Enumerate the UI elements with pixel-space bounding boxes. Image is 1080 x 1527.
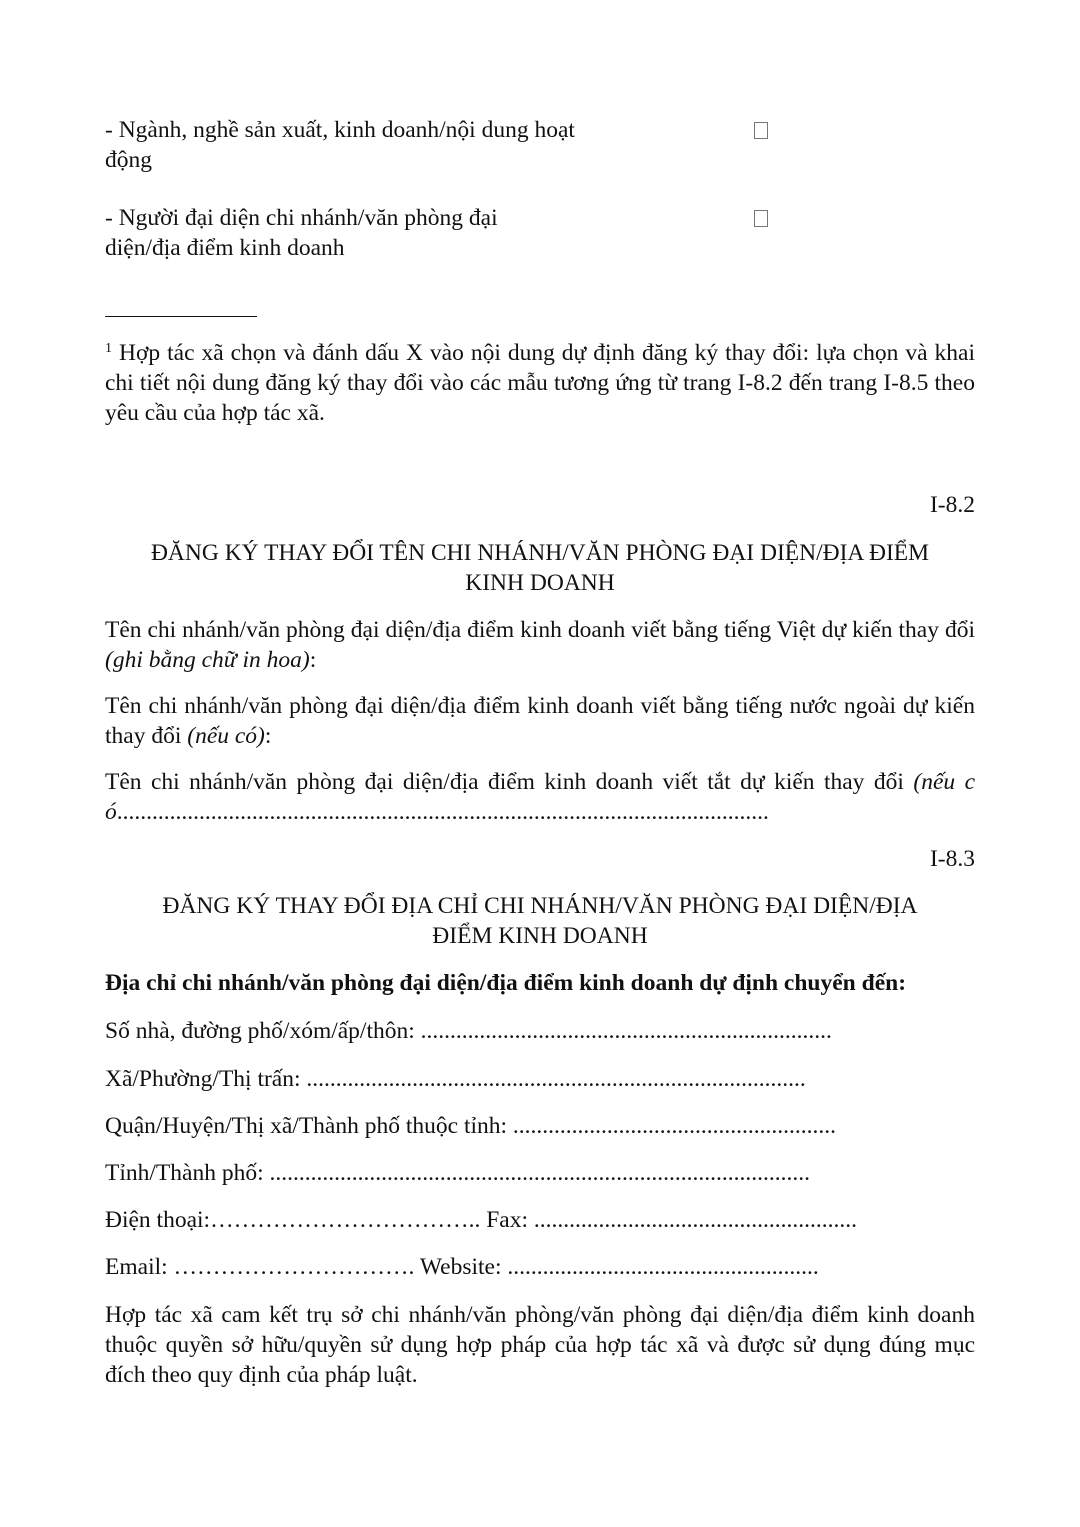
section-83-title-line2: ĐIỂM KINH DOANH — [432, 923, 648, 949]
name-foreign-colon: : — [264, 723, 272, 749]
name-abbreviation-note: (nếu có — [105, 769, 976, 825]
footnote-separator — [105, 316, 257, 317]
section-83-title — [105, 891, 975, 951]
street-field: Số nhà, đường phố/xóm/ấp/thôn: ...................................................................... — [105, 1018, 832, 1044]
name-foreign-label: Tên chi nhánh/văn phòng đại diện/địa điểm kinh doanh viết bằng tiếng nước ngoài dự kiến thay đổi — [105, 693, 975, 749]
commitment-paragraph: Hợp tác xã cam kết trụ sở chi nhánh/văn phòng/văn phòng đại diện/địa điểm kinh doanh thuộc quyền sở hữu/quyền sử dụng hợp pháp của hợp tác xã và được sử dụng đúng mục đích theo quy định của pháp luật. — [105, 1302, 975, 1388]
name-vietnamese-colon: : — [309, 647, 317, 673]
section-82-title — [105, 538, 975, 598]
section-82-title-line1: ĐĂNG KÝ THAY ĐỔI TÊN CHI NHÁNH/VĂN PHÒNG ĐẠI DIỆN/ĐỊA ĐIỂM — [150, 540, 930, 566]
name-vietnamese-label: Tên chi nhánh/văn phòng đại diện/địa điểm kinh doanh viết bằng tiếng Việt dự kiến thay đổi — [105, 617, 975, 643]
section-code-i-8-3: I-8.3 — [929, 846, 975, 872]
checklist-item-2-line2: diện/địa điểm kinh doanh — [105, 235, 345, 261]
ward-field: Xã/Phường/Thị trấn: ..................................................................................... — [105, 1066, 806, 1092]
checkbox-representative[interactable] — [754, 210, 768, 227]
name-abbreviation-dots: ............................................................................................................... — [116, 799, 769, 825]
section-code-i-8-2: I-8.2 — [929, 492, 975, 518]
name-vietnamese-paragraph — [105, 615, 975, 675]
new-address-heading: Địa chỉ chi nhánh/văn phòng đại diện/địa điểm kinh doanh dự định chuyển đến: — [105, 970, 907, 996]
name-foreign-paragraph — [105, 691, 975, 751]
checklist-item-2-line1: - Người đại diện chi nhánh/văn phòng đại — [105, 205, 498, 231]
name-abbreviation-paragraph — [105, 767, 975, 827]
email-website-field: Email: …………………………. Website: ..................................................... — [105, 1254, 819, 1280]
district-field: Quận/Huyện/Thị xã/Thành phố thuộc tỉnh: ....................................................... — [105, 1113, 837, 1139]
checkbox-industry[interactable] — [754, 122, 768, 139]
section-83-title-line1: ĐĂNG KÝ THAY ĐỔI ĐỊA CHỈ CHI NHÁNH/VĂN PHÒNG ĐẠI DIỆN/ĐỊA — [162, 893, 918, 919]
province-field: Tỉnh/Thành phố: ............................................................................................ — [105, 1160, 810, 1186]
checklist-item-1-line2: động — [105, 147, 152, 173]
section-82-title-line2: KINH DOANH — [465, 570, 615, 596]
footnote — [105, 338, 975, 428]
footnote-mark: 1 — [105, 341, 112, 356]
phone-fax-field: Điện thoại:…………………………….. Fax: ....................................................... — [105, 1207, 857, 1233]
name-abbreviation-label: Tên chi nhánh/văn phòng đại diện/địa điểm kinh doanh viết tắt dự kiến thay đổi — [105, 769, 914, 795]
name-vietnamese-note: (ghi bằng chữ in hoa) — [105, 647, 310, 673]
checklist-item-1-line1: - Ngành, nghề sản xuất, kinh doanh/nội dung hoạt — [105, 117, 575, 143]
footnote-text: Hợp tác xã chọn và đánh dấu X vào nội dung dự định đăng ký thay đổi: lựa chọn và khai chi tiết nội dung đăng ký thay đổi vào các mẫu tương ứng từ trang I-8.2 đến trang I-8.5 theo yêu cầu của hợp tác xã. — [105, 340, 976, 426]
name-foreign-note: (nếu có) — [187, 723, 265, 749]
